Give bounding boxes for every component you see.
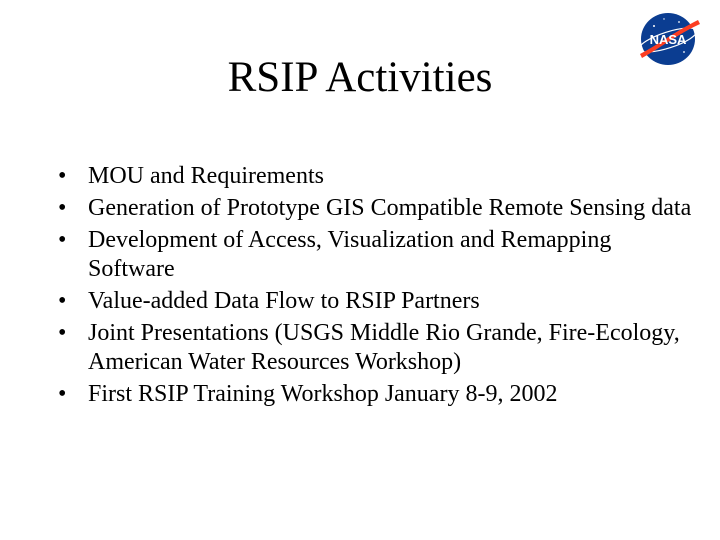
- bullet-marker: •: [58, 163, 67, 189]
- bullet-item: [58, 287, 698, 316]
- bullet-marker: •: [58, 288, 67, 314]
- bullet-marker: •: [58, 381, 67, 407]
- bullet-item: [58, 319, 698, 377]
- bullet-item: [58, 226, 698, 284]
- slide-title: RSIP Activities: [227, 54, 493, 101]
- bullet-text: First RSIP Training Workshop January 8-9, 2002: [88, 381, 558, 407]
- bullet-list: [58, 162, 698, 412]
- bullet-marker: •: [58, 195, 67, 221]
- bullet-text: Joint Presentations (USGS Middle Rio Grande, Fire-Ecology, American Water Resources Workshop): [88, 320, 680, 375]
- bullet-text: Generation of Prototype GIS Compatible Remote Sensing data: [88, 195, 692, 221]
- bullet-marker: •: [58, 320, 67, 346]
- bullet-text: Value-added Data Flow to RSIP Partners: [88, 288, 480, 314]
- bullet-item: [58, 380, 698, 409]
- nasa-logo: [634, 10, 702, 68]
- bullet-item: [58, 194, 698, 223]
- bullet-text: MOU and Requirements: [88, 163, 324, 189]
- logo-text: NASA: [649, 32, 687, 47]
- bullet-item: [58, 162, 698, 191]
- bullet-text: Development of Access, Visualization and Remapping Software: [88, 227, 612, 282]
- bullet-marker: •: [58, 227, 67, 253]
